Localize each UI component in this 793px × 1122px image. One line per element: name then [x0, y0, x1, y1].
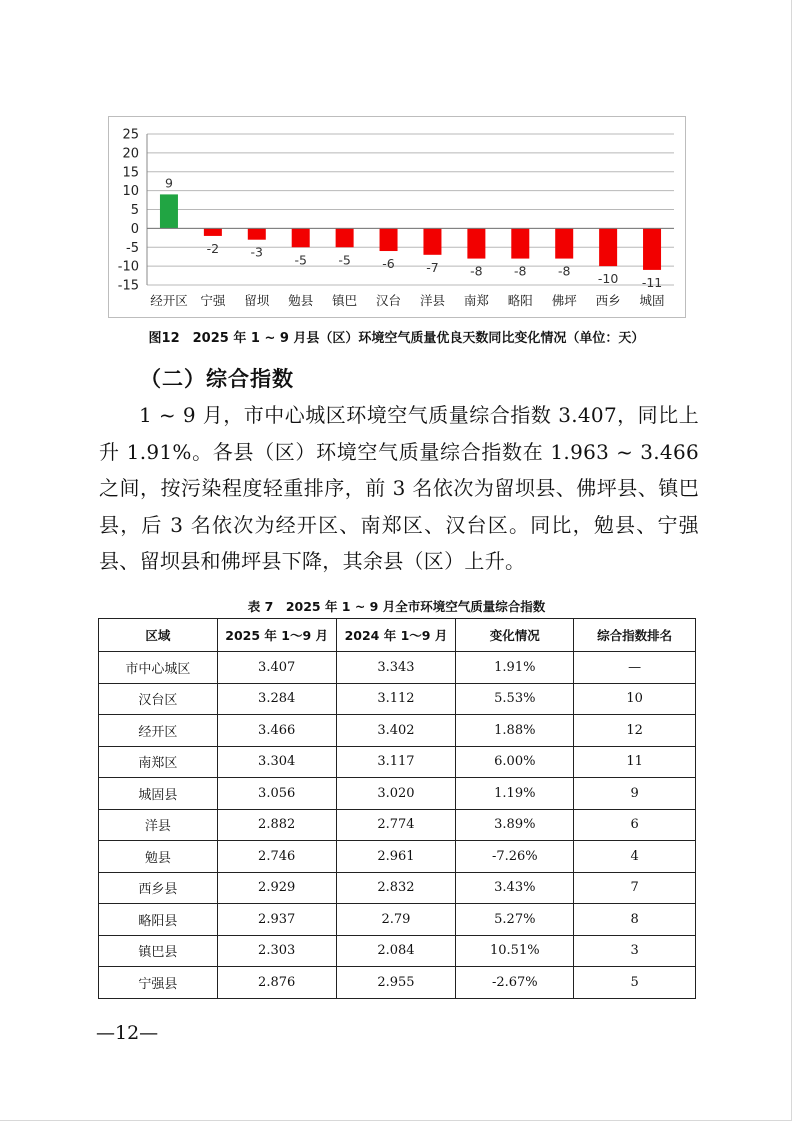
cell-2024: 3.117 [336, 746, 456, 778]
cell-change: 10.51% [456, 935, 574, 967]
cell-region: 略阳县 [99, 904, 218, 936]
data-label: -5 [294, 252, 307, 268]
data-label: -6 [382, 256, 395, 272]
bar-5 [380, 228, 398, 251]
cell-2024: 2.79 [336, 904, 456, 936]
y-tick-label: -10 [117, 259, 139, 275]
cell-rank: 9 [574, 778, 696, 810]
cell-region: 城固县 [99, 778, 218, 810]
table-row [99, 872, 696, 904]
cell-2025: 3.304 [217, 746, 336, 778]
bar-7 [467, 228, 485, 258]
table-row [99, 746, 696, 778]
bar-11 [643, 228, 661, 270]
x-tick-label: 汉台 [376, 293, 402, 308]
cell-region: 汉台区 [99, 683, 218, 715]
data-label: -8 [557, 263, 571, 279]
data-label: -5 [338, 252, 351, 268]
cell-change: 1.19% [456, 778, 574, 810]
cell-change: -7.26% [456, 841, 574, 873]
cell-change: 3.43% [456, 872, 574, 904]
cell-rank: 12 [574, 715, 696, 747]
cell-2025: 2.876 [217, 967, 336, 999]
cell-2025: 2.929 [217, 872, 336, 904]
x-tick-label: 洋县 [419, 293, 445, 308]
table-header-row [99, 619, 696, 652]
cell-rank: 5 [574, 967, 696, 999]
y-tick-label: 10 [122, 184, 139, 200]
cell-2025: 3.466 [217, 715, 336, 747]
data-label: 9 [164, 175, 173, 191]
table-row [99, 935, 696, 967]
x-tick-label: 经开区 [150, 293, 188, 308]
cell-region: 市中心城区 [99, 652, 218, 684]
cell-2024: 2.955 [336, 967, 456, 999]
cell-2025: 3.407 [217, 652, 336, 684]
data-label: -11 [641, 274, 663, 290]
cell-rank: 3 [574, 935, 696, 967]
data-label: -3 [250, 244, 264, 260]
cell-region: 镇巴县 [99, 935, 218, 967]
table-row [99, 778, 696, 810]
cell-change: 5.27% [456, 904, 574, 936]
cell-2025: 2.303 [217, 935, 336, 967]
cell-2024: 2.961 [336, 841, 456, 873]
x-tick-label: 宁强 [200, 293, 226, 308]
header-change: 变化情况 [456, 619, 574, 652]
x-tick-label: 城固 [639, 293, 665, 308]
x-tick-label: 留坝 [244, 293, 270, 308]
cell-2024: 3.402 [336, 715, 456, 747]
cell-rank: 6 [574, 809, 696, 841]
cell-region: 西乡县 [99, 872, 218, 904]
x-tick-label: 略阳 [507, 293, 533, 308]
cell-rank: 4 [574, 841, 696, 873]
cell-region: 勉县 [99, 841, 218, 873]
x-tick-label: 勉县 [288, 293, 314, 308]
cell-rank: 10 [574, 683, 696, 715]
bar-chart-svg [109, 117, 685, 317]
cell-change: 1.88% [456, 715, 574, 747]
y-tick-label: 5 [130, 203, 139, 218]
cell-2025: 3.056 [217, 778, 336, 810]
y-tick-label: -5 [126, 240, 139, 256]
cell-2024: 3.020 [336, 778, 456, 810]
cell-change: 3.89% [456, 809, 574, 841]
cell-2024: 2.832 [336, 872, 456, 904]
composite-index-table [98, 618, 696, 999]
cell-region: 洋县 [99, 809, 218, 841]
cell-rank: 8 [574, 904, 696, 936]
y-tick-label: 25 [122, 127, 139, 143]
y-tick-label: 0 [130, 221, 139, 237]
cell-2024: 3.112 [336, 683, 456, 715]
x-tick-label: 西乡 [595, 293, 621, 308]
cell-2025: 2.746 [217, 841, 336, 873]
y-tick-label: -15 [117, 278, 139, 294]
cell-change: 1.91% [456, 652, 574, 684]
data-label: -8 [514, 263, 527, 279]
data-label: -2 [206, 240, 220, 256]
page-number: —12— [96, 1022, 159, 1044]
bar-6 [423, 228, 441, 254]
bar-1 [204, 228, 222, 236]
header-2024: 2024 年 1～9 月 [336, 619, 456, 652]
data-label: -8 [470, 263, 483, 279]
cell-change: 6.00% [456, 746, 574, 778]
cell-rank: 7 [574, 872, 696, 904]
table-row [99, 652, 696, 684]
table-row [99, 967, 696, 999]
cell-2024: 2.084 [336, 935, 456, 967]
section-heading: （二）综合指数 [140, 367, 294, 391]
table-row [99, 715, 696, 747]
cell-2025: 2.882 [217, 809, 336, 841]
cell-region: 宁强县 [99, 967, 218, 999]
data-label: -7 [426, 259, 439, 275]
bar-4 [336, 228, 354, 247]
body-paragraph: 1 ~ 9 月，市中心城区环境空气质量综合指数 3.407，同比上升 1.91%。各县（区）环境空气质量综合指数在 1.963 ~ 3.466 之间，按污染程度轻重排序，前 3 名依次为留坝县、佛坪县、镇巴县，后 3 名依次为经开区、南郑区、汉台区。同比，勉县、宁强县、留坝县和佛坪县下降，其余县（区）上升。 [99, 403, 699, 573]
cell-2024: 3.343 [336, 652, 456, 684]
data-label: -10 [597, 271, 619, 287]
cell-region: 南郑区 [99, 746, 218, 778]
bar-3 [292, 228, 310, 247]
header-2025: 2025 年 1～9 月 [217, 619, 336, 652]
cell-region: 经开区 [99, 715, 218, 747]
header-rank: 综合指数排名 [574, 619, 696, 652]
cell-2024: 2.774 [336, 809, 456, 841]
bar-10 [599, 228, 617, 266]
cell-rank: 11 [574, 746, 696, 778]
cell-2025: 3.284 [217, 683, 336, 715]
cell-2025: 2.937 [217, 904, 336, 936]
table-row [99, 809, 696, 841]
y-tick-label: 15 [122, 165, 139, 181]
header-region: 区域 [99, 619, 218, 652]
table-row [99, 904, 696, 936]
x-tick-label: 镇巴 [332, 293, 358, 308]
cell-change: 5.53% [456, 683, 574, 715]
cell-change: -2.67% [456, 967, 574, 999]
bar-chart [108, 116, 686, 318]
x-tick-label: 佛坪 [551, 293, 577, 308]
table-caption: 表 7 2025 年 1 ~ 9 月全市环境空气质量综合指数 [247, 599, 546, 614]
bar-0 [160, 194, 178, 228]
bar-9 [555, 228, 573, 258]
bar-2 [248, 228, 266, 239]
figure-caption: 图12 2025 年 1 ~ 9 月县（区）环境空气质量优良天数同比变化情况（单位：天） [148, 331, 645, 346]
y-tick-label: 20 [122, 146, 139, 162]
cell-rank: — [574, 652, 696, 684]
table-row [99, 841, 696, 873]
x-tick-label: 南郑 [463, 293, 489, 308]
table-row [99, 683, 696, 715]
bar-8 [511, 228, 529, 258]
